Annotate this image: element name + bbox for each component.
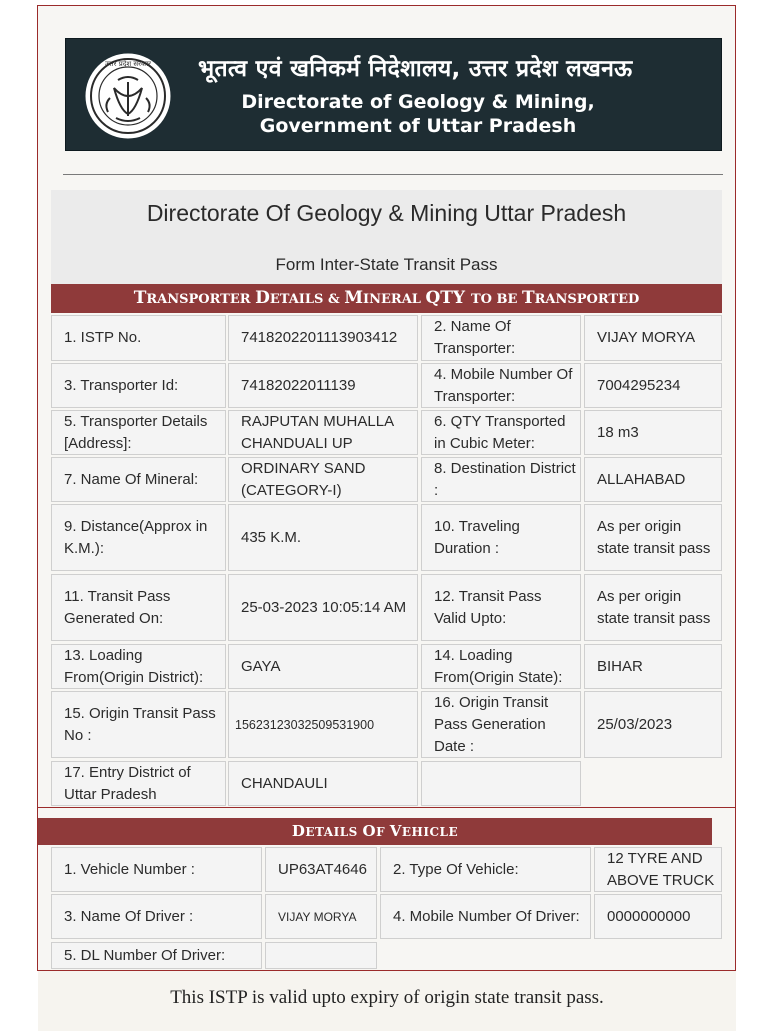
validity-note: This ISTP is valid upto expiry of origin state transit pass. [170, 987, 604, 1008]
destination-value: ALLAHABAD [584, 457, 722, 502]
transporter-address-label: 5. Transporter Details [Address]: [51, 410, 226, 455]
transporter-id-label: 3. Transporter Id: [51, 363, 226, 408]
valid-upto-value: As per origin state transit pass [584, 574, 722, 641]
entry-district-label: 17. Entry District of Uttar Pradesh [51, 761, 226, 806]
origin-pass-value: 15623123032509531900 [228, 691, 418, 758]
qty-value: 18 m3 [584, 410, 722, 455]
generated-on-label: 11. Transit Pass Generated On: [51, 574, 226, 641]
mineral-value: ORDINARY SAND (CATEGORY-I) [228, 457, 418, 502]
vehicle-type-label: 2. Type Of Vehicle: [380, 847, 591, 892]
istp-no-label: 1. ISTP No. [51, 315, 226, 361]
valid-upto-label: 12. Transit Pass Valid Upto: [421, 574, 581, 641]
vehicle-number-label: 1. Vehicle Number : [51, 847, 262, 892]
transporter-mobile-label: 4. Mobile Number Of Transporter: [421, 363, 581, 408]
destination-label: 8. Destination District : [421, 457, 581, 502]
title-panel [51, 190, 722, 285]
transporter-id-value: 74182022011139 [228, 363, 418, 408]
section-header-vehicle: DETAILS OF VEHICLE [38, 818, 712, 845]
duration-value: As per origin state transit pass [584, 504, 722, 571]
footer [38, 971, 736, 1031]
distance-label: 9. Distance(Approx in K.M.): [51, 504, 226, 571]
transporter-address-value: RAJPUTAN MUHALLA CHANDUALI UP [228, 410, 418, 455]
english-title-line1: Directorate of Geology & Mining, [241, 91, 595, 113]
driver-name-label: 3. Name Of Driver : [51, 894, 262, 939]
transporter-name-value: VIJAY MORYA [584, 315, 722, 361]
loading-state-value: BIHAR [584, 644, 722, 689]
section-header-transporter: TRANSPORTER DETAILS & MINERAL QTY TO BE TRANSPORTED [51, 284, 722, 313]
origin-pass-label: 15. Origin Transit Pass No : [51, 691, 226, 758]
driver-name-value: VIJAY MORYA [265, 894, 377, 939]
duration-label: 10. Traveling Duration : [421, 504, 581, 571]
english-title-line2: Government of Uttar Pradesh [259, 115, 577, 137]
mineral-label: 7. Name Of Mineral: [51, 457, 226, 502]
vehicle-type-value: 12 TYRE AND ABOVE TRUCK [594, 847, 722, 892]
driver-mobile-value: 0000000000 [594, 894, 722, 939]
divider [63, 174, 723, 175]
emblem-text: उत्तर प्रदेश सरकार [104, 60, 152, 68]
distance-value: 435 K.M. [228, 504, 418, 571]
dl-number-value [265, 942, 377, 969]
loading-district-label: 13. Loading From(Origin District): [51, 644, 226, 689]
transporter-mobile-value: 7004295234 [584, 363, 722, 408]
empty-cell [421, 761, 581, 806]
origin-date-label: 16. Origin Transit Pass Generation Date : [421, 691, 581, 758]
dl-number-label: 5. DL Number Of Driver: [51, 942, 262, 969]
istp-no-value: 7418202201113903412 [228, 315, 418, 361]
hindi-title: भूतत्व एवं खनिकर्म निदेशालय, उत्तर प्रदेश लखनऊ [198, 56, 633, 82]
origin-date-value: 25/03/2023 [584, 691, 722, 758]
loading-state-label: 14. Loading From(Origin State): [421, 644, 581, 689]
entry-district-value: CHANDAULI [228, 761, 418, 806]
form-title: Form Inter-State Transit Pass [275, 255, 498, 274]
driver-mobile-label: 4. Mobile Number Of Driver: [380, 894, 591, 939]
transporter-name-label: 2. Name Of Transporter: [421, 315, 581, 361]
qty-label: 6. QTY Transported in Cubic Meter: [421, 410, 581, 455]
vehicle-number-value: UP63AT4646 [265, 847, 377, 892]
header-banner [65, 38, 722, 151]
up-government-emblem-icon [84, 52, 172, 140]
page-title: Directorate Of Geology & Mining Uttar Pradesh [146, 200, 627, 226]
generated-on-value: 25-03-2023 10:05:14 AM [228, 574, 418, 641]
loading-district-value: GAYA [228, 644, 418, 689]
